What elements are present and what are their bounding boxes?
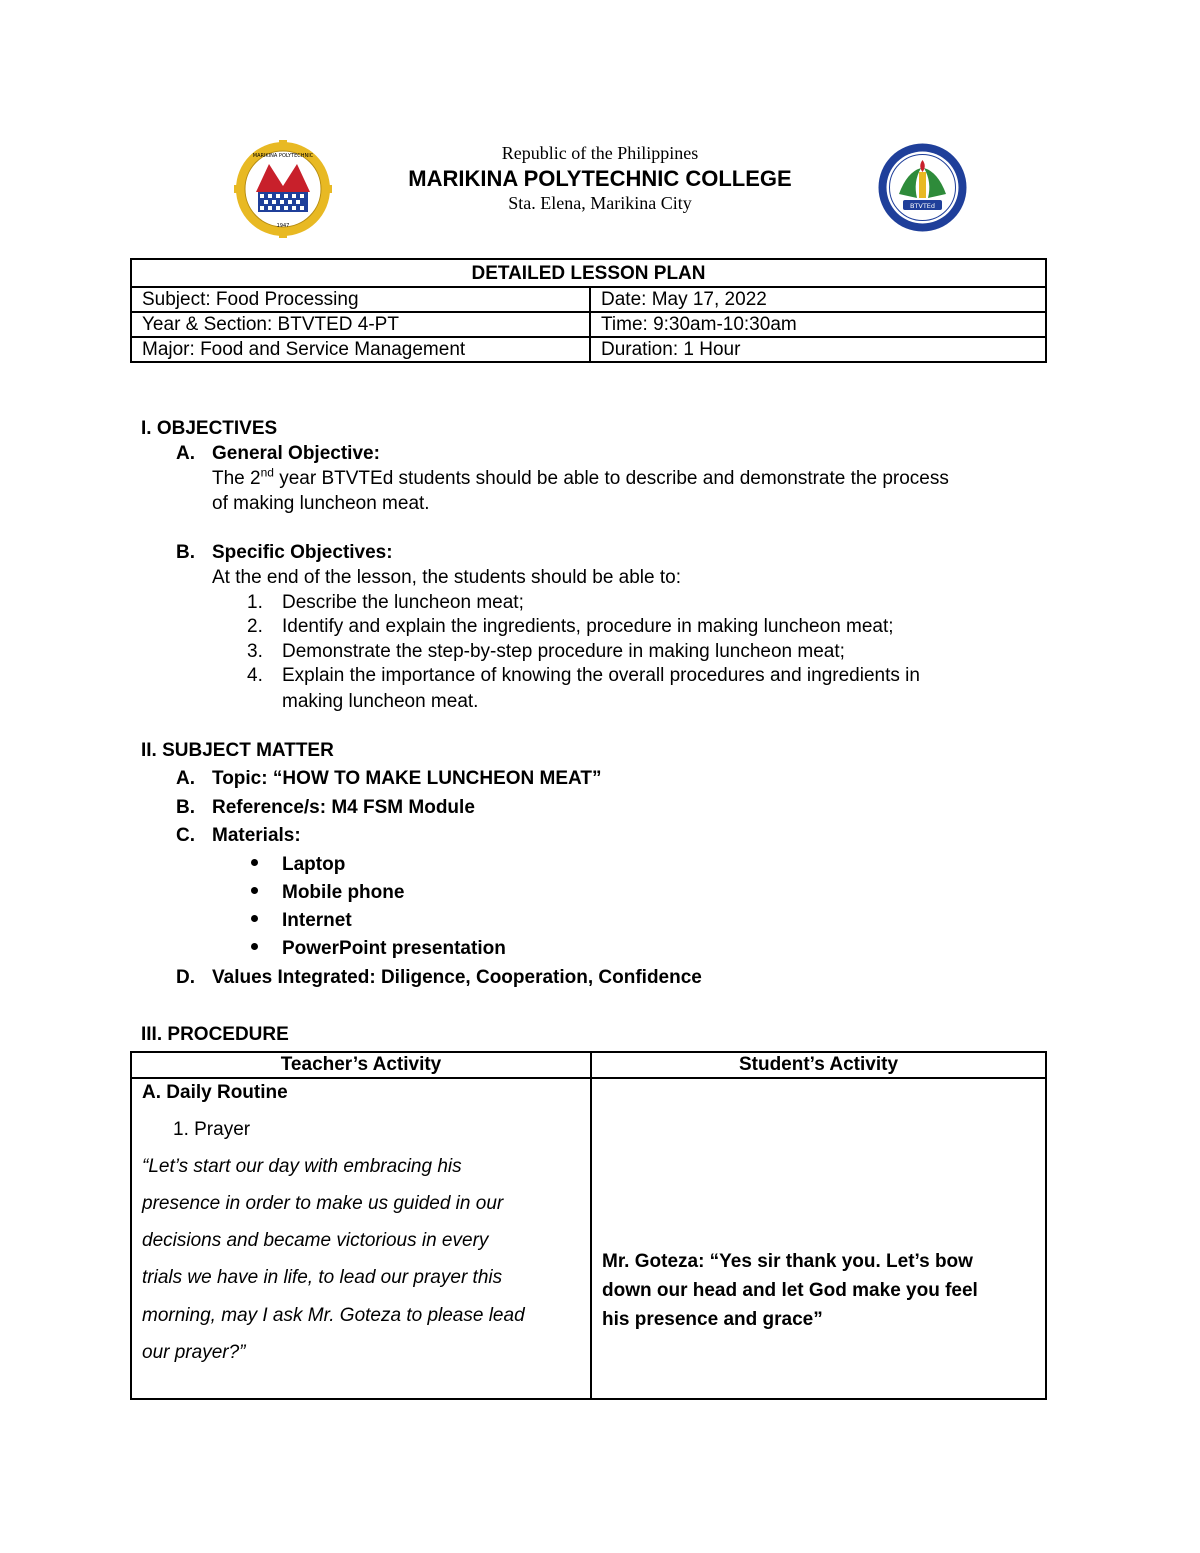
values-integrated: Values Integrated: Diligence, Cooperation, Confidence	[212, 967, 702, 988]
objective-item: Describe the luncheon meat;	[282, 592, 524, 613]
references: Reference/s: M4 FSM Module	[212, 797, 475, 818]
procedure-heading: III. PROCEDURE	[141, 1024, 289, 1045]
student-activity-cell	[591, 1078, 1046, 1399]
teacher-line: trials we have in life, to lead our prayer this	[142, 1267, 503, 1288]
procedure-table	[130, 1051, 1047, 1400]
bullet-icon	[251, 943, 258, 950]
material-item: Mobile phone	[282, 882, 405, 903]
prayer-step: 1. Prayer	[173, 1119, 251, 1140]
general-objective-title: General Objective:	[212, 443, 380, 464]
year-section-cell: Year & Section: BTVTED 4-PT	[131, 312, 590, 337]
teacher-activity-header: Teacher’s Activity	[131, 1052, 591, 1078]
teacher-line: our prayer?”	[142, 1342, 246, 1363]
subject-matter-heading: II. SUBJECT MATTER	[141, 740, 334, 761]
subject-cell: Subject: Food Processing	[131, 287, 590, 312]
objectives-heading: I. OBJECTIVES	[141, 418, 278, 439]
duration-cell: Duration: 1 Hour	[590, 337, 1046, 362]
svg-text:1947: 1947	[276, 223, 290, 229]
material-item: Internet	[282, 910, 352, 931]
time-cell: Time: 9:30am-10:30am	[590, 312, 1046, 337]
objective-num: 3.	[247, 641, 263, 662]
lesson-info-table	[130, 258, 1047, 363]
specific-objectives-title: Specific Objectives:	[212, 542, 393, 563]
date-cell: Date: May 17, 2022	[590, 287, 1046, 312]
general-objective-line2: of making luncheon meat.	[212, 493, 430, 514]
student-line: Mr. Goteza: “Yes sir thank you. Let’s bow	[602, 1251, 973, 1272]
objective-item: Identify and explain the ingredients, procedure in making luncheon meat;	[282, 616, 894, 637]
topic-label: A.	[176, 768, 195, 789]
college-address: Sta. Elena, Marikina City	[508, 193, 692, 213]
student-line: his presence and grace”	[602, 1309, 823, 1330]
teacher-line: “Let’s start our day with embracing his	[142, 1156, 462, 1177]
specific-label: B.	[176, 542, 195, 563]
bullet-icon	[251, 915, 258, 922]
objective-num: 4.	[247, 665, 263, 686]
materials-label: C.	[176, 825, 195, 846]
teacher-activity-cell	[131, 1078, 591, 1399]
objective-num: 1.	[247, 592, 263, 613]
teacher-line: decisions and became victorious in every	[142, 1230, 489, 1251]
teacher-line: morning, may I ask Mr. Goteza to please lead	[142, 1305, 525, 1326]
major-cell: Major: Food and Service Management	[131, 337, 590, 362]
material-item: Laptop	[282, 854, 346, 875]
objective-num: 2.	[247, 616, 263, 637]
objective-item: Explain the importance of knowing the overall procedures and ingredients in	[282, 665, 920, 686]
college-name: MARIKINA POLYTECHNIC COLLEGE	[408, 166, 792, 191]
objective-item-continuation: making luncheon meat.	[282, 691, 479, 712]
values-label: D.	[176, 967, 195, 988]
material-item: PowerPoint presentation	[282, 938, 506, 959]
objective-item: Demonstrate the step-by-step procedure in making luncheon meat;	[282, 641, 845, 662]
teacher-line: presence in order to make us guided in our	[142, 1193, 504, 1214]
topic: Topic: “HOW TO MAKE LUNCHEON MEAT”	[212, 768, 602, 789]
bullet-icon	[251, 859, 258, 866]
daily-routine-heading: A. Daily Routine	[142, 1082, 288, 1103]
student-activity-header: Student’s Activity	[591, 1052, 1046, 1078]
svg-text:BTVTEd: BTVTEd	[909, 202, 936, 210]
lesson-plan-title: DETAILED LESSON PLAN	[131, 259, 1046, 287]
student-line: down our head and let God make you feel	[602, 1280, 978, 1301]
republic-line: Republic of the Philippines	[501, 143, 699, 163]
bullet-icon	[251, 887, 258, 894]
general-objective-line1: The 2nd year BTVTEd students should be able to describe and demonstrate the process	[212, 465, 949, 489]
specific-intro: At the end of the lesson, the students should be able to:	[212, 567, 681, 588]
svg-text:MARIKINA POLYTECHNIC: MARIKINA POLYTECHNIC	[252, 153, 314, 159]
references-label: B.	[176, 797, 195, 818]
general-label: A.	[176, 443, 195, 464]
materials-title: Materials:	[212, 825, 301, 846]
